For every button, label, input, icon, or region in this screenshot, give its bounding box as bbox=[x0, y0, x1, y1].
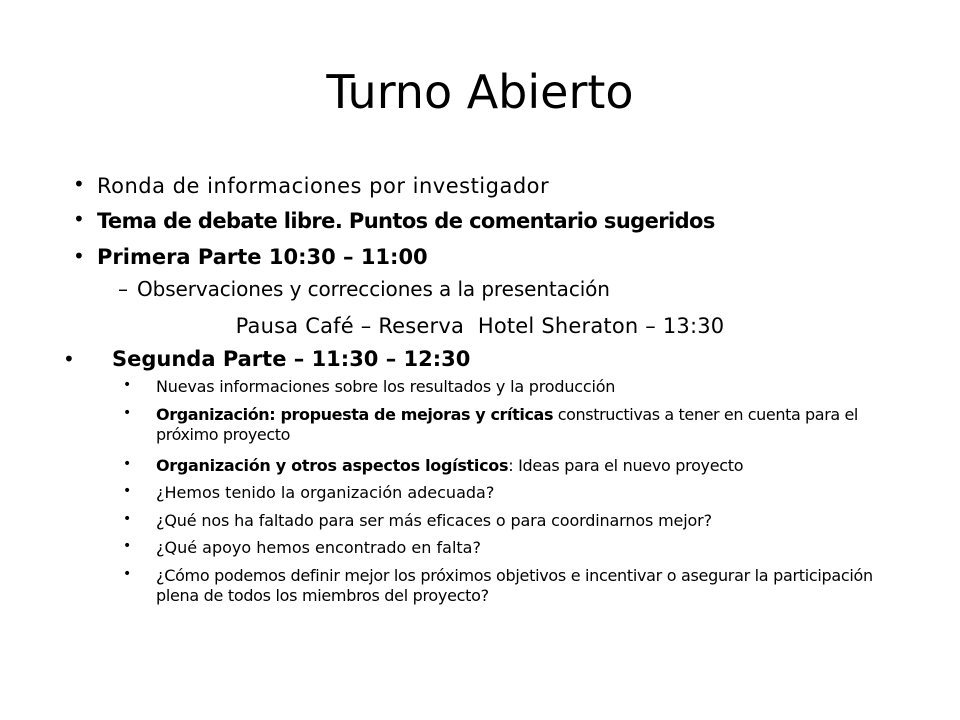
bullet-item-ronda: Ronda de informaciones por investigador bbox=[97, 174, 550, 198]
bullet-icon: • bbox=[123, 377, 132, 393]
slide-title: Turno Abierto bbox=[326, 65, 634, 119]
bullet-icon: • bbox=[73, 244, 85, 268]
bullet-icon: • bbox=[63, 347, 75, 371]
bullet-icon: • bbox=[123, 566, 132, 582]
detail-rest-text: constructivas a tener en cuenta para el próximo proyecto bbox=[156, 405, 858, 444]
segunda-parte-heading: Segunda Parte – 11:30 – 12:30 bbox=[112, 347, 471, 371]
dash-icon: – bbox=[118, 277, 128, 301]
detail-item-hemos-tenido: ¿Hemos tenido la organización adecuada? bbox=[156, 483, 495, 502]
sub-item-observaciones: Observaciones y correcciones a la presentación bbox=[137, 277, 610, 301]
detail-item-nuevas-informaciones: Nuevas informaciones sobre los resultados y la producción bbox=[156, 377, 616, 396]
bullet-item-tema: Tema de debate libre. Puntos de comentario sugeridos bbox=[97, 209, 715, 233]
detail-bold-text: Organización: propuesta de mejoras y críticas bbox=[156, 405, 554, 424]
detail-bold-text: Organización y otros aspectos logísticos bbox=[156, 456, 509, 475]
bullet-icon: • bbox=[73, 207, 85, 231]
detail-item-como-podemos: ¿Cómo podemos definir mejor los próximos objetivos e incentivar o asegurar la participación plena de todos los miembros del proyecto? bbox=[156, 566, 873, 605]
pausa-cafe-line: Pausa Café – Reserva Hotel Sheraton – 13:30 bbox=[235, 314, 725, 338]
detail-rest-text: : Ideas para el nuevo proyecto bbox=[508, 456, 744, 475]
detail-item-organizacion-mejoras bbox=[156, 405, 904, 445]
bullet-item-primera-parte: Primera Parte 10:30 – 11:00 bbox=[97, 245, 428, 269]
bullet-icon: • bbox=[123, 538, 132, 554]
detail-item-que-nos-ha-faltado: ¿Qué nos ha faltado para ser más eficaces o para coordinarnos mejor? bbox=[156, 511, 712, 530]
bullet-icon: • bbox=[73, 172, 85, 196]
bullet-icon: • bbox=[123, 483, 132, 499]
detail-item-organizacion-logisticos bbox=[156, 456, 743, 476]
bullet-icon: • bbox=[123, 405, 132, 421]
bullet-icon: • bbox=[123, 456, 132, 472]
detail-item-que-apoyo: ¿Qué apoyo hemos encontrado en falta? bbox=[156, 538, 481, 557]
bullet-icon: • bbox=[123, 511, 132, 527]
